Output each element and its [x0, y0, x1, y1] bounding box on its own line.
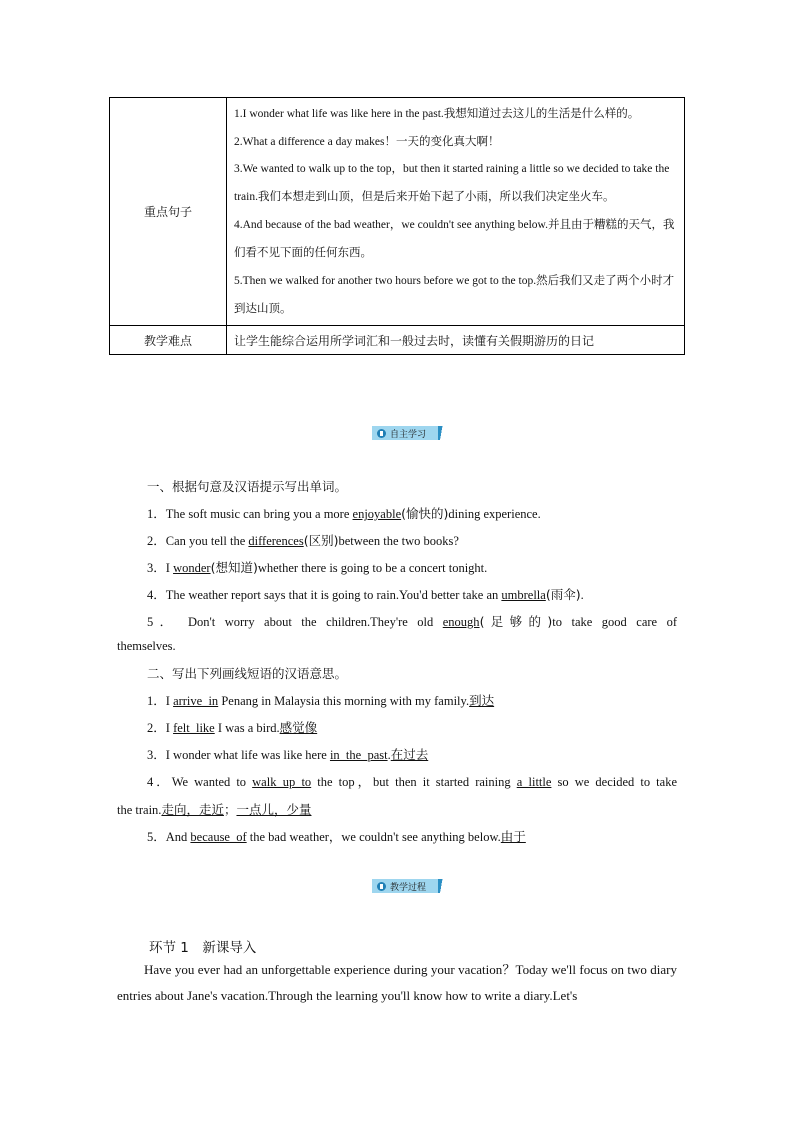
- phrase: a_little: [516, 775, 552, 789]
- answer: umbrella: [501, 588, 546, 602]
- key-sentence: 5.Then we walked for another two hours before we got to the top.然后我们又走了两个小时才到达山顶。: [234, 273, 675, 315]
- intro-paragraph: Have you ever had an unforgettable experience during your vacation？Today we'll focus on two diary entries about Jane's vacation.Through the learning you'll know how to write a diary.Let's: [117, 962, 677, 1003]
- answer: 一点儿，少量: [236, 802, 312, 817]
- key-sentence: 1.I wonder what life was like here in the past.我想知道过去这儿的生活是什么样的。: [234, 106, 640, 120]
- exercise-item: 3．I wonder(想知道)whether there is going to be a concert tonight.: [147, 560, 488, 575]
- answer: 到达: [469, 693, 495, 708]
- answer: enough: [442, 615, 480, 629]
- trophy-icon: [377, 429, 386, 438]
- exercise-item: 4．The weather report says that it is going to rain.You'd better take an umbrella(雨伞).: [147, 587, 584, 602]
- exercise-item: 3．I wonder what life was like here in_the_past.在过去: [147, 747, 429, 762]
- section-banner-teaching-process: 教学过程: [372, 879, 438, 893]
- row-label-key-sentences: 重点句子: [110, 98, 227, 326]
- answer: 在过去: [390, 747, 429, 762]
- exercise-item-continued: the train.走向，走近；一点儿，少量: [117, 802, 312, 817]
- phrase: walk_up_to: [252, 775, 312, 789]
- key-sentences-cell: [227, 98, 685, 326]
- part1-heading: 一、根据句意及汉语提示写出单词。: [147, 480, 348, 494]
- exercise-item: 5． Don't worry about the children.They're old enough(足够的)to take good care of: [147, 614, 677, 629]
- answer: 感觉像: [279, 720, 318, 735]
- phrase: felt_like: [173, 721, 215, 735]
- key-sentence: 4.And because of the bad weather，we couldn't see anything below.并且由于糟糕的天气，我们看不见下面的任何东西。: [234, 217, 675, 259]
- trophy-icon: [377, 882, 386, 891]
- answer: 走向，走近: [161, 802, 224, 817]
- table-row: [110, 98, 685, 326]
- part2-heading: 二、写出下列画线短语的汉语意思。: [147, 667, 348, 681]
- exercise-item: 1．I arrive_in Penang in Malaysia this morning with my family.到达: [147, 693, 495, 708]
- phrase: arrive_in: [173, 694, 219, 708]
- key-sentence: 2.What a difference a day makes！一天的变化真大啊！: [234, 134, 500, 148]
- exercise-item: 5．And because_of the bad weather，we couldn't see anything below.由于: [147, 829, 526, 844]
- answer: differences: [248, 534, 304, 548]
- table-row: [110, 326, 685, 355]
- phrase: in_the_past: [329, 748, 388, 762]
- exercise-item: 1．The soft music can bring you a more enjoyable(愉快的)dining experience.: [147, 506, 541, 521]
- lesson-table: [109, 97, 685, 355]
- answer: wonder: [173, 561, 211, 575]
- answer: 由于: [500, 829, 526, 844]
- key-sentence: 3.We wanted to walk up to the top，but then it started raining a little so we decided to take the train.我们本想走到山顶，但是后来开始下起了小雨，所以我们决定坐火车。: [234, 163, 670, 203]
- row-label-difficulty: 教学难点: [110, 326, 227, 355]
- exercise-item: 2．I felt_like I was a bird.感觉像: [147, 720, 318, 735]
- answer: enjoyable: [352, 507, 402, 521]
- exercise-item: 4．We wanted to walk_up_to the top，but then it started raining a_little so we decided to take: [147, 775, 677, 789]
- difficulty-cell: 让学生能综合运用所学词汇和一般过去时，读懂有关假期游历的日记: [227, 326, 685, 355]
- exercise-item: 2．Can you tell the differences(区别)between the two books?: [147, 533, 459, 548]
- phrase: because_of: [190, 830, 247, 844]
- section-banner-self-study: 自主学习: [372, 426, 438, 440]
- section-title: 环节 1 新课导入: [149, 940, 257, 956]
- exercise-item-continued: themselves.: [117, 639, 176, 653]
